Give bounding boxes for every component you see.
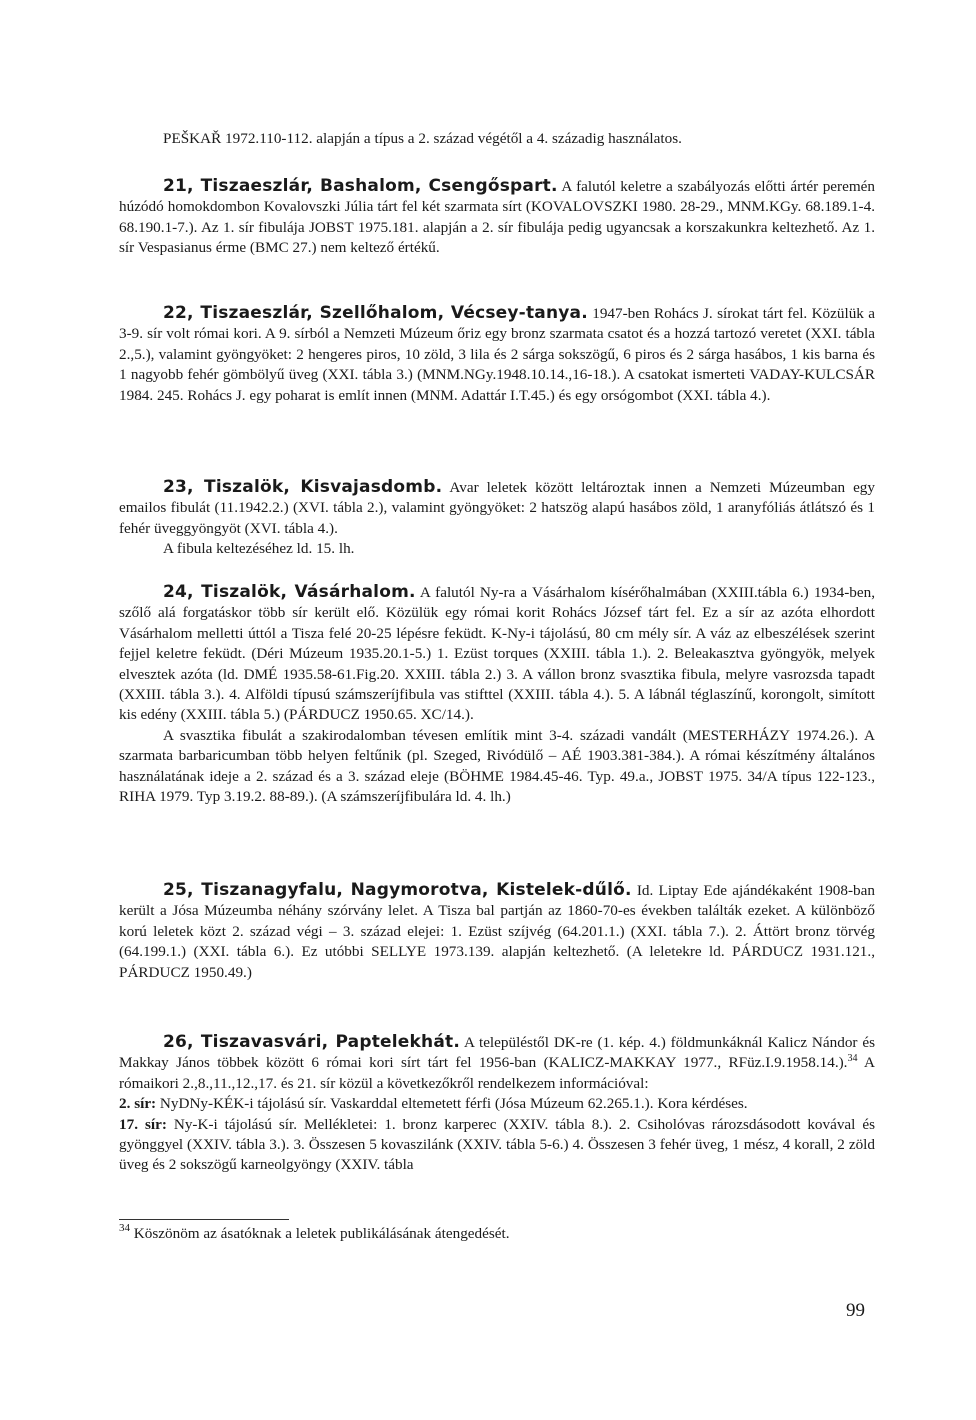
entry-heading: 25, Tiszanagyfalu, Nagymorotva, Kistelek-dűlő. xyxy=(163,880,632,900)
entry-22 xyxy=(119,303,875,406)
entry-heading: 22, Tiszaeszlár, Szellőhalom, Vécsey-tanya. xyxy=(163,303,588,323)
entry-25 xyxy=(119,880,875,983)
entry-21 xyxy=(119,176,875,259)
entry-text: Id. Liptay Ede ajándékaként 1908-ban került a Jósa Múzeumba néhány szórvány lelet. A Tisza bal partján az 1860-70-es években találták ezeket. A különböző korú leletek közt 2. század végi – 3. század elejei: 1. Ezüst szíjvég (64.201.1.) (XXI. tábla 7.). 2. Áttört bronz törvég (64.199.1.) (XXI. tábla 6.). Ez utóbbi SELLYE 1973.139. alapján keltezhető. (A leletekre ld. PÁRDUCZ 1931.121., PÁRDUCZ 1950.49.) xyxy=(119,882,875,981)
entry-text: Avar leletek között leltároztak innen a Nemzeti Múzeumban egy emailos fibulát (11.1942.2.) (XVI. tábla 2.), valamint gyöngyöket: 2 hatszög alapú hasábos zöld, 1 aranyfóliás átlátszó és 1 fehér üveggyöngyöt (XVI. tábla 4.). xyxy=(119,479,875,537)
entry-heading: 21, Tiszaeszlár, Bashalom, Csengőspart. xyxy=(163,176,558,196)
entry-text: A rómaikori 2.,8.,11.,12.,17. és 21. sír közül a következőkről rendelkezem információval: xyxy=(119,1054,875,1092)
intro-paragraph xyxy=(119,129,875,149)
page-number: 99 xyxy=(846,1300,865,1321)
entry-note: A fibula keltezéséhez ld. 15. lh. xyxy=(163,540,355,558)
entry-text: A településtől DK-re (1. kép. 4.) földmunkáknál Kalicz Nándor és Makkay János többek között 6 római kori sírt tárt fel 1956-ban (KALICZ-MAKKAY 1977., RFüz.I.9.1958.14.). xyxy=(119,1034,875,1072)
entry-text: 1947-ben Rohács J. sírokat tárt fel. Közülük a 3-9. sír volt római kori. A 9. sírból a Nemzeti Múzeum őriz egy bronz szarmata csatot és a hozzá tartozó veretet (XXI. tábla 2.,5.), valamint gyöngyöket: 2 hengeres piros, 10 zöld, 3 lila és 2 sárga sokszögű, 6 piros és 2 sárga hasábos, 1 kis barna és 1 nagyobb fehér gömbölyű üveg (XXI. tábla 3.) (MNM.NGy.1948.10.14.,16-18.). A csatokat ismerteti VADAY-KULCSÁR 1984. 245. Rohács J. egy poharat is említ innen (MNM. Adattár I.T.45.) és egy orsógombot (XXI. tábla 4.). xyxy=(119,305,875,404)
footnote-divider xyxy=(119,1219,289,1220)
entry-heading: 23, Tiszalök, Kisvajasdomb. xyxy=(163,477,443,497)
footnote-text: Köszönöm az ásatóknak a leletek publikálásának átengedését. xyxy=(130,1225,510,1242)
entry-heading: 24, Tiszalök, Vásárhalom. xyxy=(163,582,416,602)
entry-note: A svasztika fibulát a szakirodalomban tévesen említik mint 3-4. századi vandált (MESTERHÁZY 1974.26.). A szarmata barbaricumban több helyen feltűnik (pl. Szeged, Rivódülő – AÉ 1903.381-384.). A római készítmény általános használatának ideje a 2. század és a 3. század eleje (BÖHME 1984.45-46. Typ. 49.a., JOBST 1975. 34/A típus 122-123., RIHA 1979. Typ 3.19.2. 88-89.). (A számszeríjfibulára ld. 4. lh.) xyxy=(119,726,875,806)
entry-text: A falutól Ny-ra a Vásárhalom kísérőhalmában (XXIII.tábla 6.) 1934-ben, szőlő alá forgatáskor több sír került elő. Közülük egy római korit Rohács József tárt fel. Ez a sír az azóta elhordott Vásárhalom melletti úttól a Tisza felé 20-25 lépésre feküdt. K-Ny-i tájolású, 80 cm mély sír. A váz az elbeszélések szerint fejjel keletre feküdt. (Déri Múzeum 1935.20.1-5.) 1. Ezüst torques (XXIII. tábla 1.). 2. Beleakasztva gyöngyök, melyek elvesztek azóta (ld. DMÉ 1935.58-61.Fig.20. XXIII. tábla 2.) 3. A vállon bronz svasztika fibula, melyre vasrozsda tapadt (XXIII. tábla 3.). 4. Alföldi típusú számszeríjfibula vas stifttel (XXIII. tábla 4.). 5. A lábnál téglaszínű, korongolt, simított kis edény (XXIII. tábla 5.) (PÁRDUCZ 1950.65. XC/14.). xyxy=(119,584,876,724)
grave-label: 17. sír: xyxy=(119,1115,167,1133)
entry-23 xyxy=(119,477,875,560)
footnote-number: 34 xyxy=(119,1222,130,1234)
grave-text: Ny-K-i tájolású sír. Mellékletei: 1. bronz karperec (XXIV. tábla 8.). 2. Csiholóvas rározsdásodott kovával és gyönggyel (XXIV. tábla 3.). 3. Összesen 5 kovaszilánk (XXIV. tábla 5-6.) 4. Összesen 3 fehér üveg, 1 mész, 4 korall, 2 zöld üveg és 2 sokszögű karneolgyöngy (XXIV. tábla xyxy=(119,1115,876,1174)
grave-17 xyxy=(119,1115,875,1176)
footnote-ref[interactable]: 34 xyxy=(847,1053,858,1065)
grave-text: NyDNy-KÉK-i tájolású sír. Vaskarddal eltemetett férfi (Jósa Múzeum 62.265.1.). Kora kérdéses. xyxy=(156,1095,748,1113)
intro-text: PEŠKAŘ 1972.110-112. alapján a típus a 2. század végétől a 4. századig használatos. xyxy=(163,130,682,147)
entry-heading: 26, Tiszavasvári, Paptelekhát. xyxy=(163,1032,460,1052)
entry-26 xyxy=(119,1032,875,1176)
entry-text: A falutól keletre a szabályozás előtti ártér peremén húzódó homokdombon Kovalovszki Júlia tárt fel két szarmata sírt (KOVALOVSZKI 1980. 28-29., MNM.KGy. 68.189.1-4. 68.190.1-7.). Az 1. sír fibulája JOBST 1975.181. alapján a 2. sír fibulája pedig ugyancsak a korszakunkra keltezhető. Az 1. sír Vespasianus érme (BMC 27.) nem keltező értékű. xyxy=(119,178,875,257)
footnote xyxy=(119,1224,875,1244)
grave-2 xyxy=(119,1094,875,1114)
entry-24 xyxy=(119,582,875,807)
grave-label: 2. sír: xyxy=(119,1095,157,1113)
